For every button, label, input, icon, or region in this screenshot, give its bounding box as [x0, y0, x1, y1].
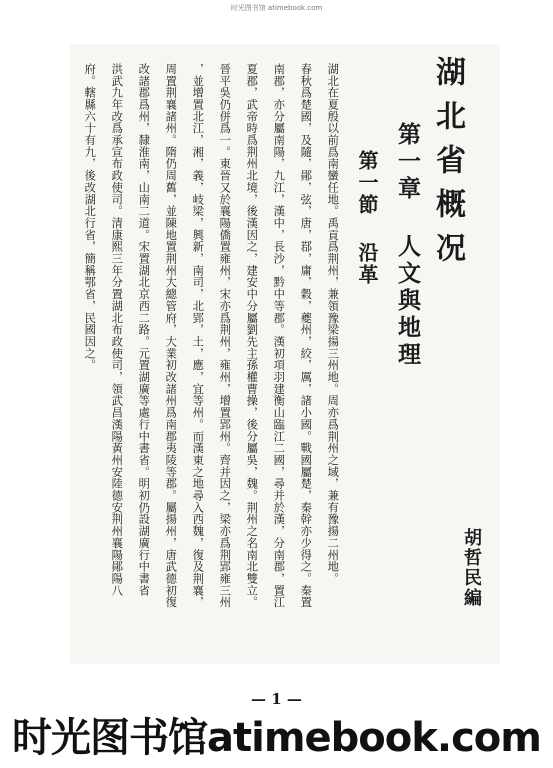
- author-credit: 胡哲民編: [461, 528, 482, 608]
- body-line-3: 南郡，亦分屬南陽，九江，漢中，長沙，黔中等郡。漢初項羽建衡山臨江二國，尋并於漢，分南郡，置江: [272, 63, 286, 609]
- watermark: 时光图书馆atimebook.com: [12, 715, 541, 761]
- body-line-2: 春秋爲楚國，及隨，鄖，弦，唐，鄀，庸，穀，夔州，絞，厲，諸小國。戰國屬楚，秦幹亦少得之。秦置: [299, 63, 313, 609]
- body-line-1: 湖北在夏殷以前爲南蠻任地。禹貢爲荆州，兼領豫梁揚三州地。周亦爲荆州之域，兼有豫揚二州地。: [326, 63, 340, 585]
- body-line-5: 晉平吳仍併爲一。東晉又於襄陽僑置雍州，宋亦爲荆州，雍州，增置郢州。齊并因之，梁亦爲荆郢雍三州: [218, 63, 232, 609]
- page-number: — 1 —: [251, 690, 302, 708]
- body-line-4: 夏郡，武帝時爲荆州北境，後漢因之，建安中分屬劉先主孫權曹操，後分屬吳，魏。荆州之名南北雙立。: [245, 63, 259, 609]
- body-line-7: 周置荆襄諸州。隋仍周舊，並陳地置荆州大總管府，大業初改諸州爲南郡夷陵等郡。屬揚州，唐武德初復: [164, 63, 178, 609]
- body-line-6: ，並增置北江，湘，義，岐梁，興新，南司，北郢，土，應，宜等州。而漢東之地尋入西魏，復及荆襄，: [191, 63, 205, 609]
- book-title: 湖北省概况: [430, 56, 465, 276]
- body-line-10: 府。轄縣六十有九，後改湖北行省，簡稱鄂省，民國因之。: [83, 63, 97, 372]
- chapter-heading: 第一章 人文與地理: [394, 122, 421, 369]
- section-heading: 第一節 沿革: [355, 150, 379, 286]
- source-header: 时光图书馆 atimebook.com: [230, 4, 323, 12]
- body-line-8: 改諸郡爲州，隸淮南，山南二道。宋置湖北京西二路。元置湖廣等處行中書省。明初仍設湖廣行中書省: [137, 63, 151, 597]
- body-line-9: 洪武九年改爲承宣布政使司。清康熙三年分置湖北布政使司，領武昌漢陽黃州安陸德安荆州襄陽鄖陽八: [110, 63, 124, 597]
